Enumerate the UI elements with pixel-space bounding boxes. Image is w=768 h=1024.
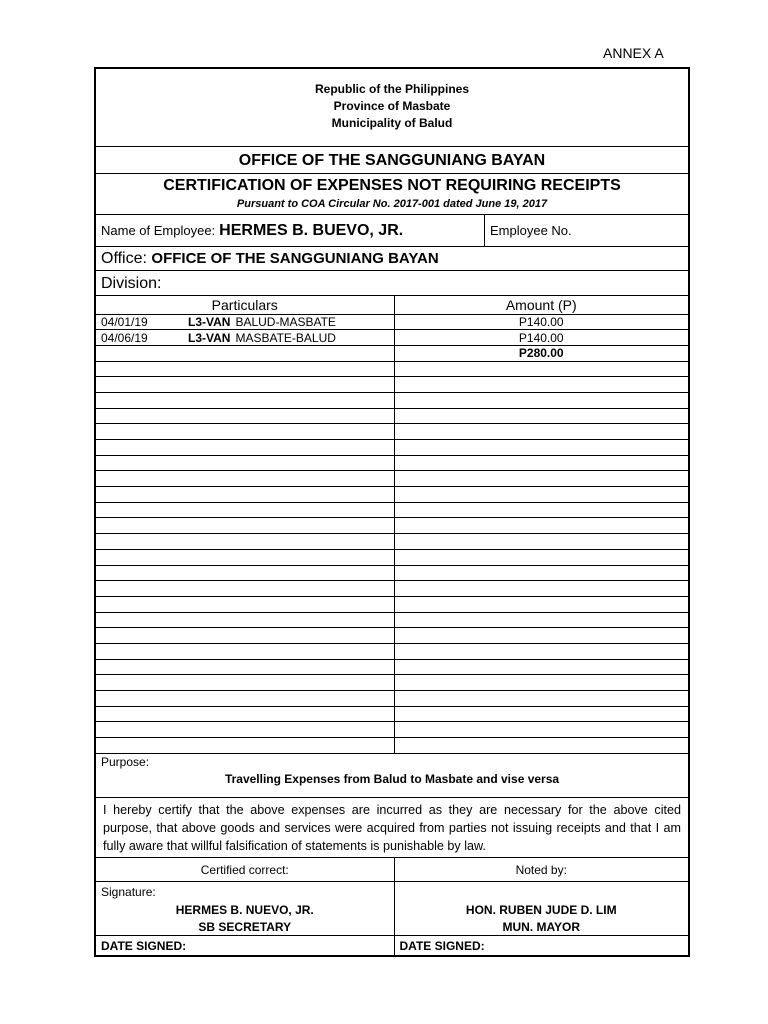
- particulars-cell[interactable]: [96, 377, 394, 393]
- amount-cell[interactable]: [394, 612, 688, 628]
- signatory-title-row: [96, 919, 688, 936]
- noted-by-label: Noted by:: [394, 858, 688, 882]
- particulars-cell[interactable]: [96, 691, 394, 707]
- office-value: OFFICE OF THE SANGGUNIANG BAYAN: [151, 250, 439, 267]
- office-heading: OFFICE OF THE SANGGUNIANG BAYAN: [96, 147, 688, 174]
- municipality-line: Municipality of Balud: [331, 116, 453, 130]
- amount-cell[interactable]: [394, 659, 688, 675]
- particulars-cell[interactable]: [96, 643, 394, 659]
- signature-labels-row: [96, 858, 688, 882]
- amount-cell[interactable]: [394, 722, 688, 738]
- expense-route: BALUD-MASBATE: [235, 314, 336, 329]
- purpose-text: Travelling Expenses from Balud to Masbate and vise versa: [224, 771, 560, 786]
- particulars-cell[interactable]: [96, 440, 394, 456]
- amount-cell[interactable]: [394, 392, 688, 408]
- table-row-blank: [96, 361, 688, 377]
- amount-cell[interactable]: [394, 643, 688, 659]
- particulars-cell[interactable]: [96, 722, 394, 738]
- office-label: Office:: [101, 250, 147, 267]
- amount-cell[interactable]: [394, 534, 688, 550]
- particulars-cell[interactable]: [96, 596, 394, 612]
- table-row-blank: [96, 596, 688, 612]
- employee-name-field[interactable]: [96, 215, 485, 246]
- particulars-cell[interactable]: [96, 675, 394, 691]
- certification-title-block: [96, 174, 688, 215]
- signature-label: Signature:: [101, 885, 156, 899]
- certified-correct-label: Certified correct:: [96, 858, 394, 882]
- expense-date: 04/06/19: [101, 330, 148, 345]
- table-row-blank: [96, 487, 688, 503]
- table-row-blank: [96, 738, 688, 754]
- particulars-cell[interactable]: [96, 565, 394, 581]
- amount-cell[interactable]: [394, 675, 688, 691]
- amount-cell[interactable]: [394, 738, 688, 754]
- signature-field-right[interactable]: [394, 882, 688, 902]
- amount-cell[interactable]: [394, 628, 688, 644]
- amount-cell[interactable]: [394, 518, 688, 534]
- right-signatory-name: HON. RUBEN JUDE D. LIM: [465, 903, 617, 918]
- particulars-cell[interactable]: [96, 330, 394, 346]
- annex-label: ANNEX A: [603, 45, 664, 61]
- table-row-blank: [96, 612, 688, 628]
- date-signed-left[interactable]: DATE SIGNED:: [96, 936, 394, 955]
- left-signatory-title: SB SECRETARY: [96, 919, 394, 936]
- employee-number-label: Employee No.: [490, 223, 572, 238]
- form-header: [96, 69, 688, 147]
- amount-cell[interactable]: [394, 440, 688, 456]
- signature-table: [96, 858, 688, 955]
- particulars-cell[interactable]: [96, 392, 394, 408]
- table-row-blank: [96, 471, 688, 487]
- purpose-block: [96, 754, 688, 798]
- particulars-cell[interactable]: [96, 738, 394, 754]
- employee-name-value: HERMES B. BUEVO, JR.: [219, 221, 404, 239]
- table-row-blank: [96, 581, 688, 597]
- employee-name-label: Name of Employee:: [101, 223, 216, 238]
- particulars-cell[interactable]: [96, 487, 394, 503]
- republic-line: Republic of the Philippines: [314, 82, 469, 96]
- particulars-cell[interactable]: [96, 408, 394, 424]
- date-signed-right[interactable]: DATE SIGNED:: [399, 938, 485, 953]
- table-row-blank: [96, 534, 688, 550]
- signature-field[interactable]: [96, 882, 394, 902]
- particulars-cell[interactable]: [96, 612, 394, 628]
- amount-cell[interactable]: P140.00: [394, 314, 688, 330]
- right-signatory-title: MUN. MAYOR: [394, 919, 688, 936]
- table-row-blank: [96, 377, 688, 393]
- table-header-row: [96, 296, 688, 314]
- particulars-cell[interactable]: [96, 424, 394, 440]
- table-row: [96, 314, 688, 330]
- amount-cell[interactable]: [394, 361, 688, 377]
- table-row-blank: [96, 643, 688, 659]
- particulars-cell[interactable]: [96, 361, 394, 377]
- table-row-blank: [96, 424, 688, 440]
- table-row-blank: [96, 518, 688, 534]
- province-line: Province of Masbate: [333, 99, 451, 113]
- table-row-blank: [96, 628, 688, 644]
- particulars-cell[interactable]: [96, 455, 394, 471]
- amount-cell[interactable]: [394, 549, 688, 565]
- signatory-name-row: [96, 902, 688, 919]
- amount-cell[interactable]: [394, 502, 688, 518]
- amount-cell[interactable]: [394, 596, 688, 612]
- certification-subtitle: Pursuant to COA Circular No. 2017-001 dated June 19, 2017: [236, 198, 548, 210]
- table-row-blank: [96, 549, 688, 565]
- table-row-blank: [96, 455, 688, 471]
- particulars-cell[interactable]: [96, 314, 394, 330]
- particulars-cell[interactable]: [96, 581, 394, 597]
- amount-cell[interactable]: [394, 565, 688, 581]
- division-field[interactable]: [96, 271, 688, 296]
- particulars-cell[interactable]: [96, 549, 394, 565]
- expense-date: 04/01/19: [101, 314, 148, 329]
- expense-carrier: L3-VAN: [188, 330, 231, 345]
- particulars-cell[interactable]: [96, 534, 394, 550]
- table-row-blank: [96, 408, 688, 424]
- table-row-blank: [96, 706, 688, 722]
- particulars-cell[interactable]: [96, 345, 394, 361]
- certification-form: [94, 67, 690, 957]
- table-row-total: [96, 345, 688, 361]
- amount-cell[interactable]: [394, 706, 688, 722]
- signature-row: [96, 882, 688, 902]
- particulars-header: Particulars: [96, 296, 394, 314]
- left-signatory-name: HERMES B. NUEVO, JR.: [96, 902, 394, 919]
- particulars-cell[interactable]: [96, 518, 394, 534]
- amount-cell[interactable]: [394, 424, 688, 440]
- amount-cell[interactable]: [394, 408, 688, 424]
- table-row-blank: [96, 565, 688, 581]
- amount-cell[interactable]: P140.00: [394, 330, 688, 346]
- expense-route: MASBATE-BALUD: [235, 330, 336, 345]
- amount-cell[interactable]: [394, 581, 688, 597]
- certification-statement: I hereby certify that the above expenses are incurred as they are necessary for the above cited purpose, that above goods and services were acquired from parties not issuing receipts and that I am fully aware that willful falsification of statements is punishable by law.: [96, 798, 688, 858]
- table-row-blank: [96, 502, 688, 518]
- table-row-blank: [96, 440, 688, 456]
- particulars-cell[interactable]: [96, 706, 394, 722]
- office-field[interactable]: [96, 247, 688, 271]
- amount-cell[interactable]: [394, 471, 688, 487]
- particulars-cell[interactable]: [96, 628, 394, 644]
- amount-cell[interactable]: [394, 487, 688, 503]
- particulars-cell[interactable]: [96, 471, 394, 487]
- table-row-blank: [96, 675, 688, 691]
- division-label: Division:: [101, 275, 162, 292]
- particulars-cell[interactable]: [96, 502, 394, 518]
- table-row-blank: [96, 392, 688, 408]
- table-row-blank: [96, 691, 688, 707]
- purpose-label: Purpose:: [101, 754, 150, 769]
- expense-carrier: L3-VAN: [188, 314, 231, 329]
- table-row-blank: [96, 722, 688, 738]
- amount-cell[interactable]: [394, 691, 688, 707]
- blank-rows: [96, 361, 688, 753]
- employee-row: [96, 215, 688, 247]
- amount-cell[interactable]: [394, 377, 688, 393]
- certification-title: CERTIFICATION OF EXPENSES NOT REQUIRING RECEIPTS: [163, 177, 621, 194]
- expenses-table: [96, 296, 688, 754]
- particulars-cell[interactable]: [96, 659, 394, 675]
- total-amount: P280.00: [394, 345, 688, 361]
- table-row-blank: [96, 659, 688, 675]
- amount-cell[interactable]: [394, 455, 688, 471]
- table-row: [96, 330, 688, 346]
- employee-number-field[interactable]: [485, 215, 688, 246]
- date-signed-row: [96, 936, 688, 955]
- amount-header: Amount (P): [394, 296, 688, 314]
